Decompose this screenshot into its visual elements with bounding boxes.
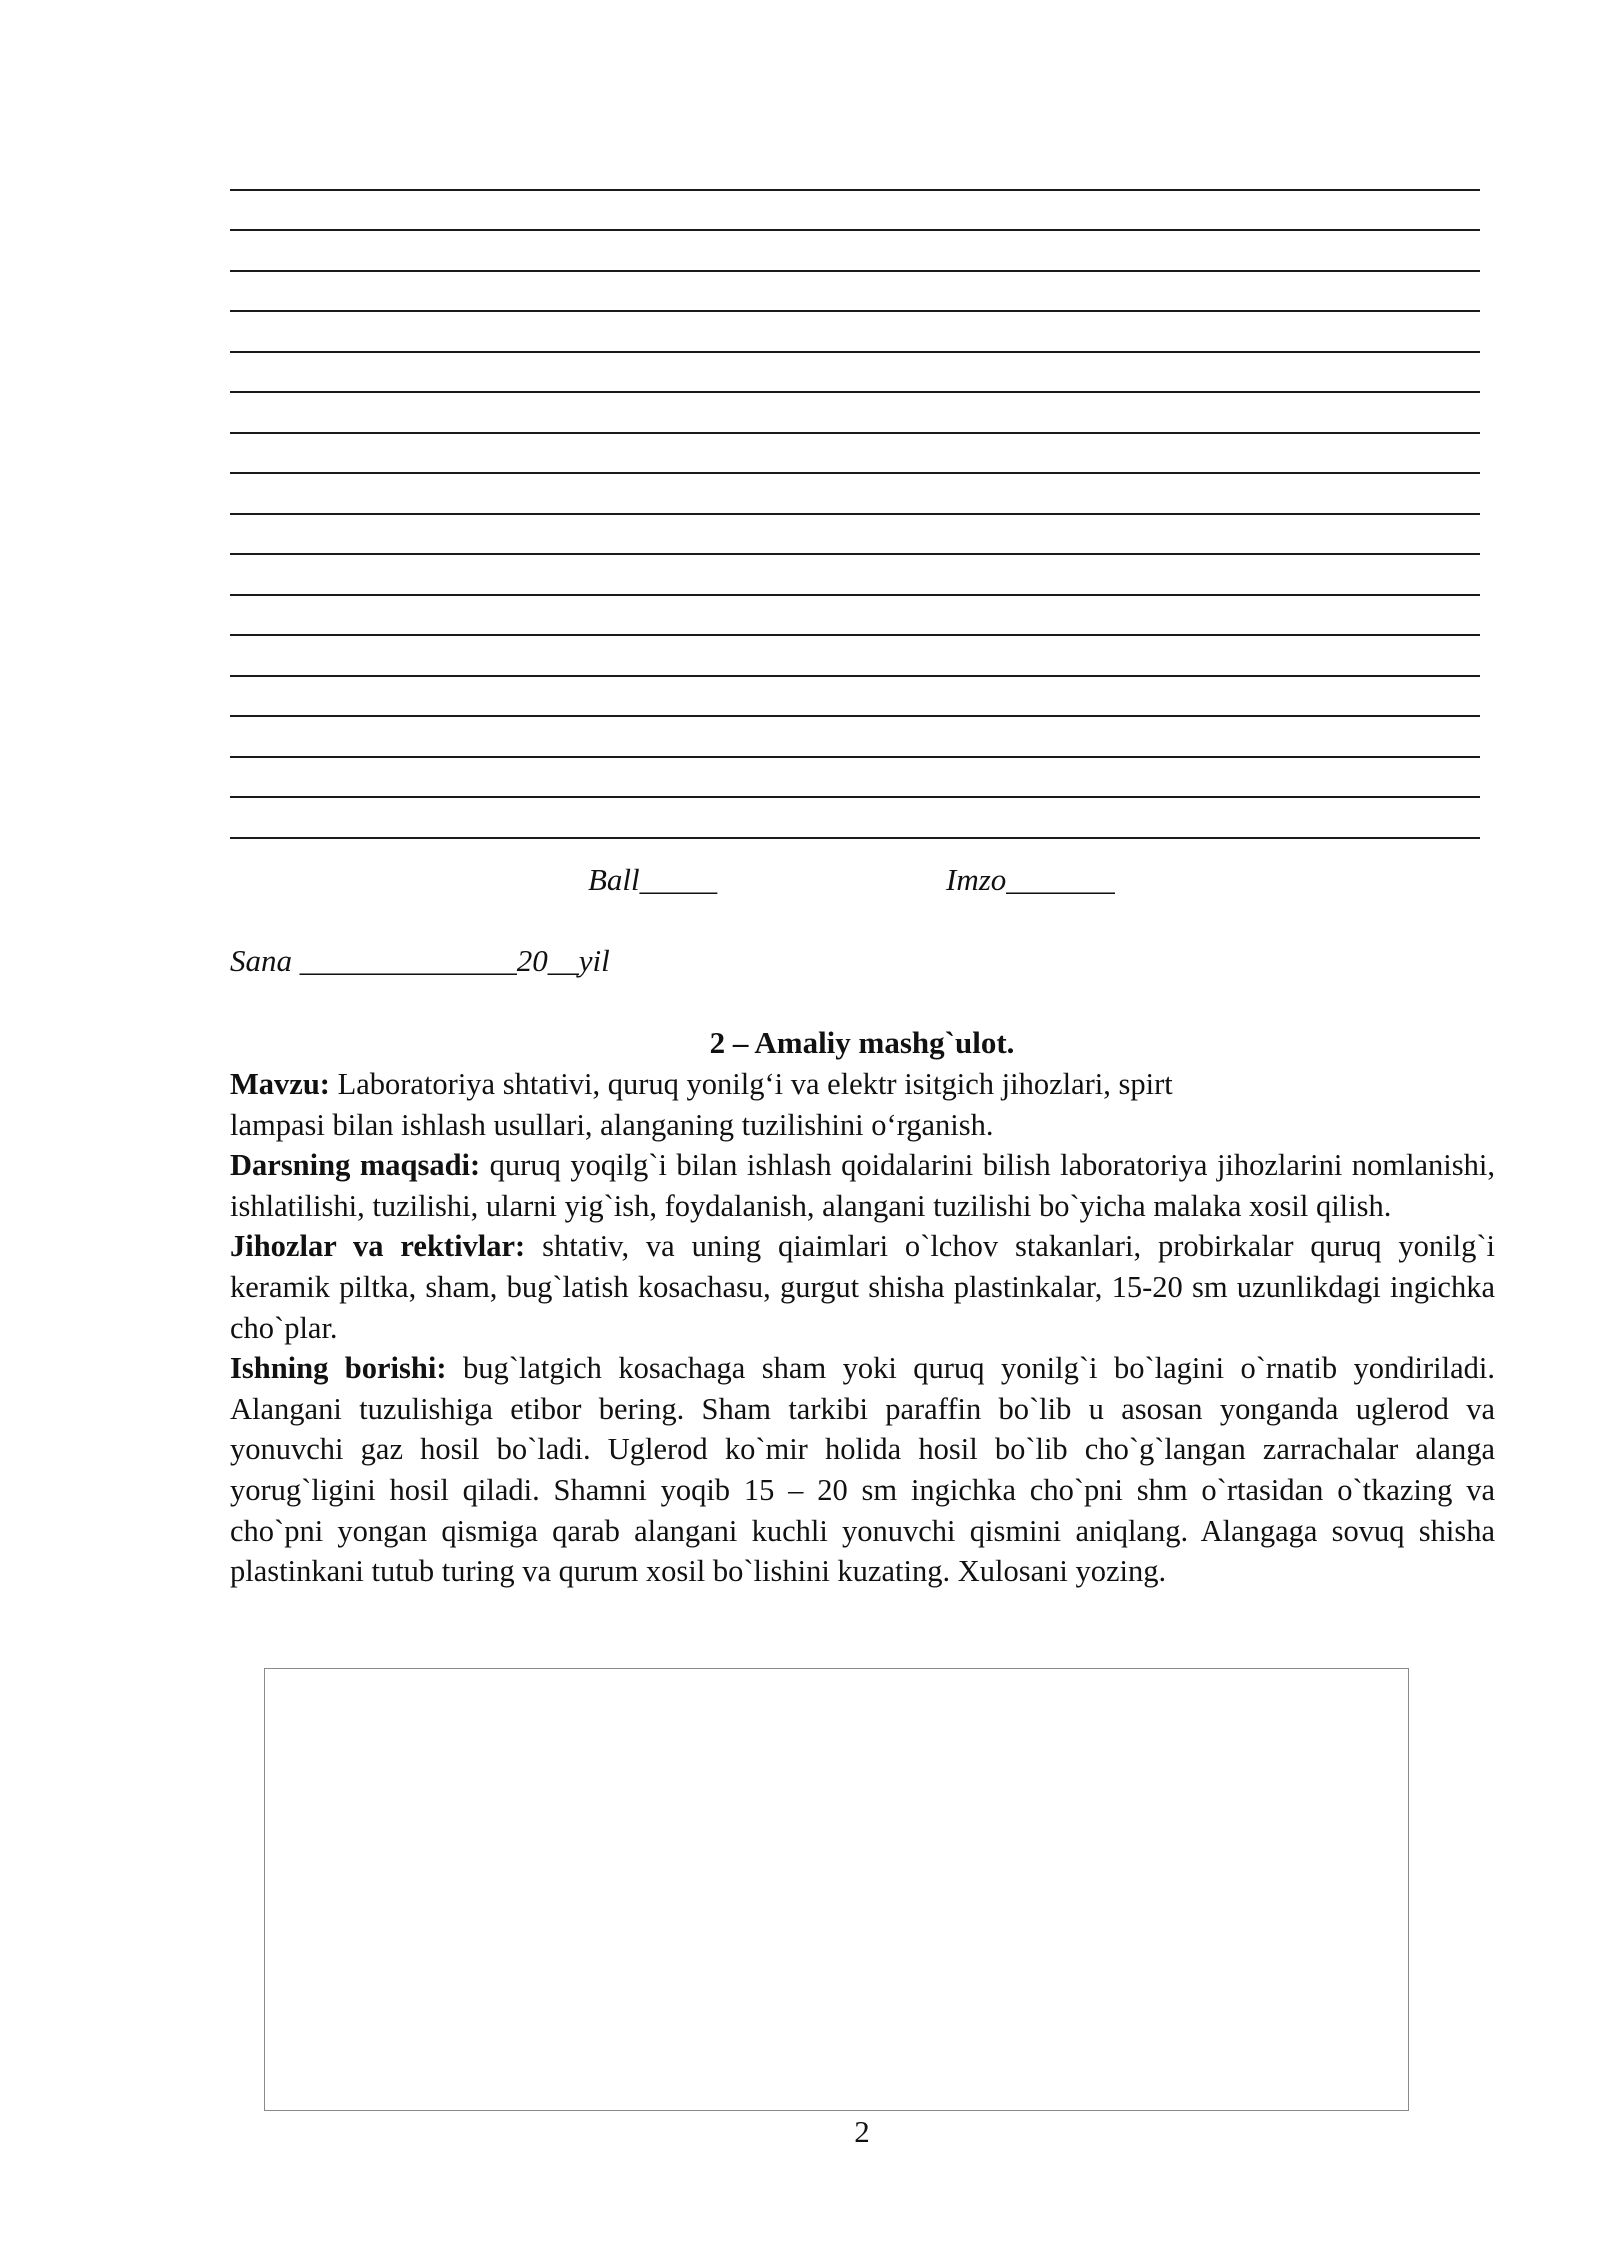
conclusion-answer-box[interactable] bbox=[264, 1668, 1409, 2111]
borishi-text: bug`latgich kosachaga sham yoki quruq yonilg`i bo`lagini o`rnatib yondiriladi. Alangani tuzulishiga etibor bering. Sham tarkibi paraffin bo`lib u asosan yonganda uglerod va yonuvchi gaz hosil bo`ladi. Uglerod ko`mir holida hosil bo`lib cho`g`langan zarrachalar alanga yorug`ligini hosil qiladi. Shamni yoqib 15 – 20 sm ingichka cho`pni shm o`rtasidan o`tkazing va cho`pni yongan qismiga qarab alangani kuchli yonuvchi qismini aniqlang. Alangaga sovuq shisha plastinkani tutub turing va qurum xosil bo`lishini kuzating. Xulosani yozing. bbox=[230, 1351, 1495, 1589]
mavzu-text-line2: lampasi bilan ishlash usullari, alanganing tuzilishini o‘rganish. bbox=[230, 1107, 994, 1142]
lesson-title: 2 – Amaliy mashg`ulot. bbox=[709, 1025, 1015, 1060]
writing-line[interactable] bbox=[230, 312, 1480, 353]
mavzu-label: Mavzu: bbox=[230, 1067, 330, 1101]
maqsad-text: quruq yoqilg`i bilan ishlash qoidalarini bilish laboratoriya jihozlarini nomlanishi, ishlatilishi, tuzilishi, ularni yig`ish, foydalanish, alangani tuzilishi bo`yicha malaka xosil qilish. bbox=[230, 1148, 1495, 1223]
writing-lines-area[interactable] bbox=[230, 150, 1480, 839]
mavzu-text-line1: Laboratoriya shtativi, quruq yonilg‘i va elektr isitgich jihozlari, spirt bbox=[329, 1067, 1173, 1101]
borishi-label: Ishning borishi: bbox=[230, 1351, 447, 1386]
ball-score-label: Ball_____ bbox=[588, 862, 718, 897]
jihozlar-label: Jihozlar va rektivlar: bbox=[230, 1229, 526, 1264]
writing-line[interactable] bbox=[230, 272, 1480, 313]
writing-line[interactable] bbox=[230, 717, 1480, 758]
maqsad-paragraph bbox=[230, 1145, 1495, 1226]
jihozlar-text: shtativ, va uning qiaimlari o`lchov stakanlari, probirkalar quruq yonilg`i keramik piltka, sham, bug`latish kosachasu, gurgut shisha plastinkalar, 15-20 sm uzunlikdagi ingichka cho`plar. bbox=[230, 1229, 1495, 1345]
writing-line[interactable] bbox=[230, 191, 1480, 232]
writing-line[interactable] bbox=[230, 758, 1480, 799]
jihozlar-paragraph bbox=[230, 1226, 1495, 1348]
mavzu-paragraph bbox=[230, 1064, 1495, 1145]
borishi-paragraph bbox=[230, 1348, 1495, 1592]
writing-line[interactable] bbox=[230, 434, 1480, 475]
writing-line[interactable] bbox=[230, 555, 1480, 596]
lesson-content bbox=[230, 1064, 1495, 1592]
writing-line[interactable] bbox=[230, 474, 1480, 515]
writing-line[interactable] bbox=[230, 150, 1480, 191]
writing-line[interactable] bbox=[230, 393, 1480, 434]
writing-line[interactable] bbox=[230, 798, 1480, 839]
writing-line[interactable] bbox=[230, 353, 1480, 394]
writing-line[interactable] bbox=[230, 596, 1480, 637]
imzo-signature-label: Imzo_______ bbox=[946, 862, 1115, 897]
writing-line[interactable] bbox=[230, 677, 1480, 718]
writing-line[interactable] bbox=[230, 636, 1480, 677]
writing-line[interactable] bbox=[230, 515, 1480, 556]
maqsad-label: Darsning maqsadi: bbox=[230, 1148, 481, 1183]
writing-line[interactable] bbox=[230, 231, 1480, 272]
sana-date-label: Sana ______________20__yil bbox=[230, 943, 610, 978]
page-number: 2 bbox=[854, 2114, 870, 2149]
